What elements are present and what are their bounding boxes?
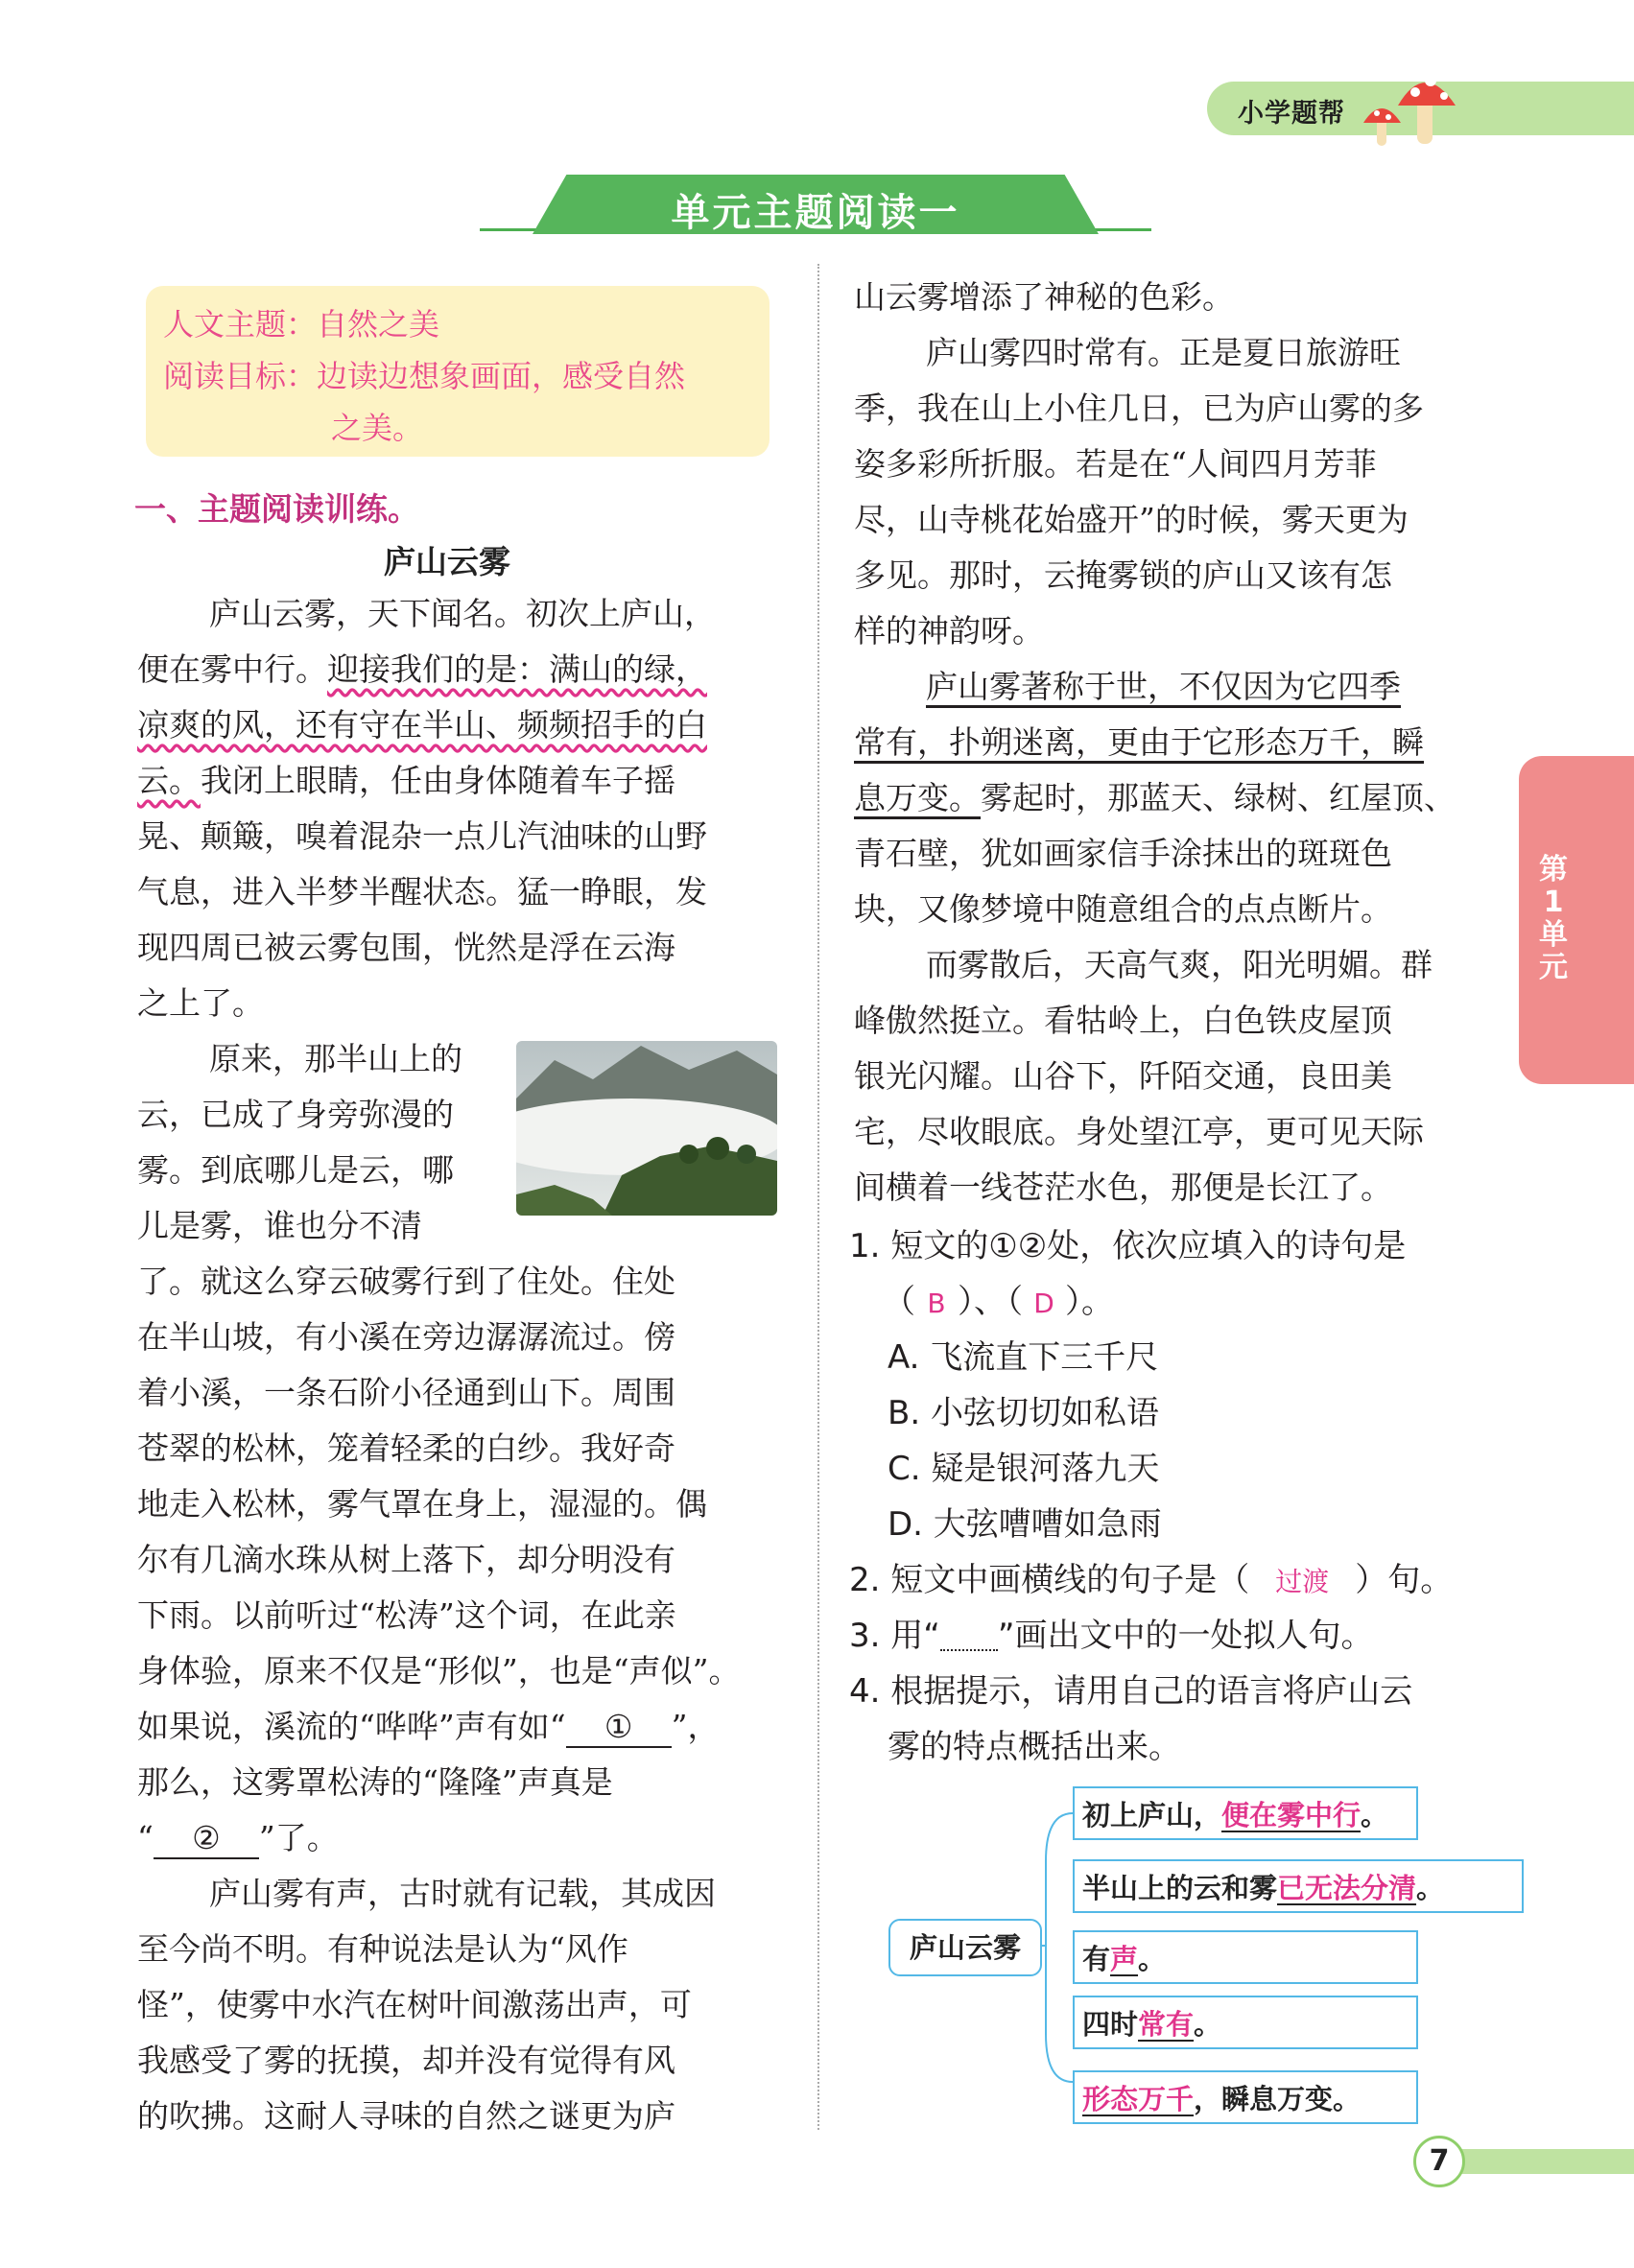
text-line: 在半山坡，有小溪在旁边潺潺流过。傍 (137, 1318, 675, 1356)
column-divider (817, 264, 819, 2130)
text-line: 那么，这雾罩松涛的“隆隆”声真是 (137, 1763, 613, 1801)
text-line: 苍翠的松林，笼着轻柔的白纱。我好奇 (137, 1429, 675, 1467)
text-line: 庐山雾四时常有。正是夏日旅游旺 (926, 334, 1401, 371)
text-line: 我感受了雾的抚摸，却并没有觉得有风 (137, 2042, 675, 2079)
text-line: 姿多彩所折服。若是在“人间四月芳菲 (854, 445, 1377, 483)
text-line: 凉爽的风，还有守在半山、频频招手的白 (137, 706, 707, 744)
text-line: 尔有几滴水珠从树上落下，却分明没有 (137, 1541, 675, 1578)
text-line: 样的神韵呀。 (854, 612, 1044, 650)
text-line: 息万变。雾起时，那蓝天、绿树、红屋顶、 (854, 779, 1456, 816)
text-line: 山云雾增添了神秘的色彩。 (854, 278, 1234, 316)
text-line: 着小溪，一条石阶小径通到山下。周围 (137, 1374, 675, 1411)
mindmap-branch: 有声。 (1073, 1930, 1418, 1984)
text-line: 地走入松林，雾气罩在身上，湿湿的。偶 (137, 1485, 707, 1523)
text-line: “ ② ”了。 (137, 1819, 339, 1859)
text-line: 青石壁，犹如画家信手涂抹出的斑斑色 (854, 835, 1392, 872)
theme-line-2: 阅读目标：边读边想象画面，感受自然 (163, 358, 686, 394)
article-title: 庐山云雾 (384, 543, 510, 580)
blank-2: ② (154, 1819, 259, 1859)
text-line: 峰傲然挺立。看牯岭上，白色铁皮屋顶 (854, 1002, 1392, 1039)
text-line: 云。我闭上眼睛，任由身体随着车子摇 (137, 762, 675, 799)
text-line: 下雨。以前听过“松涛”这个词，在此亲 (137, 1596, 676, 1634)
text-line: 的吹拂。这耐人寻味的自然之谜更为庐 (137, 2097, 675, 2135)
text-line: 庐山云雾，天下闻名。初次上庐山， (209, 595, 716, 632)
text-line: 庐山雾有声，古时就有记载，其成因 (209, 1875, 716, 1912)
text-line: 了。就这么穿云破雾行到了住处。住处 (137, 1263, 675, 1300)
text-line: 云，已成了身旁弥漫的 (137, 1096, 454, 1133)
mindmap-branch: 四时常有。 (1073, 1996, 1418, 2049)
option-c: C. 疑是银河落九天 (888, 1450, 1160, 1488)
question-1: 1. 短文的①②处，依次应填入的诗句是 (849, 1227, 1407, 1265)
option-a: A. 飞流直下三千尺 (888, 1338, 1159, 1377)
unit-tab-label: 第 1 单 元 (1539, 853, 1568, 984)
blank-1: ① (566, 1708, 672, 1748)
question-1-answer: （ B ）、（ D ）。 (883, 1282, 1114, 1324)
text-line: 儿是雾，谁也分不清 (137, 1207, 422, 1244)
option-d: D. 大弦嘈嘈如急雨 (888, 1505, 1162, 1544)
answer-transition: 过渡 (1275, 1566, 1330, 1597)
question-4: 4. 根据提示，请用自己的语言将庐山云 (849, 1672, 1413, 1711)
text-line: 原来，那半山上的 (209, 1040, 462, 1077)
option-b: B. 小弦切切如私语 (888, 1394, 1159, 1432)
text-line: 气息，进入半梦半醒状态。猛一睁眼，发 (137, 873, 707, 910)
text-line: 而雾散后，天高气爽，阳光明媚。群 (926, 946, 1433, 983)
question-3: 3. 用“ ”画出文中的一处拟人句。 (849, 1617, 1374, 1655)
question-4-cont: 雾的特点概括出来。 (888, 1728, 1181, 1766)
text-line: 银光闪耀。山谷下，阡陌交通，良田美 (854, 1057, 1392, 1095)
mindmap-branch: 初上庐山，便在雾中行。 (1073, 1786, 1418, 1840)
page-number: 7 (1413, 2136, 1465, 2187)
text-line: 之上了。 (137, 984, 264, 1022)
mindmap-root: 庐山云雾 (888, 1919, 1042, 1976)
mindmap-branch: 形态万千，瞬息万变。 (1073, 2070, 1418, 2124)
text-line: 多见。那时，云掩雾锁的庐山又该有怎 (854, 556, 1392, 594)
text-line: 庐山雾著称于世，不仅因为它四季 (926, 668, 1401, 705)
text-line: 身体验，原来不仅是“形似”，也是“声似”。 (137, 1652, 741, 1689)
answer-1: B (927, 1288, 946, 1319)
page-number-bar (1444, 2149, 1634, 2174)
brand-label: 小学题帮 (1238, 99, 1345, 129)
theme-line-3: 之美。 (331, 410, 424, 446)
text-line: 间横着一线苍茫水色，那便是长江了。 (854, 1169, 1392, 1206)
question-2: 2. 短文中画横线的句子是（ 过渡 ）句。 (849, 1560, 1453, 1602)
text-line: 现四周已被云雾包围，恍然是浮在云海 (137, 929, 675, 966)
theme-line-1: 人文主题：自然之美 (163, 306, 440, 343)
text-line: 怪”，使雾中水汽在树叶间激荡出声，可 (137, 1986, 692, 2023)
text-line: 宅，尽收眼底。身处望江亭，更可见天际 (854, 1113, 1424, 1150)
text-line: 晃、颠簸，嗅着混杂一点儿汽油味的山野 (137, 817, 707, 855)
mountain-fog-photo (516, 1041, 777, 1216)
answer-2: D (1033, 1288, 1054, 1319)
section-title: 一、主题阅读训练。 (134, 490, 419, 528)
text-line: 块，又像梦境中随意组合的点点断片。 (854, 890, 1392, 928)
page-title: 单元主题阅读一 (671, 191, 960, 235)
text-line: 至今尚不明。有种说法是认为“风作 (137, 1930, 628, 1968)
mushroom-icon (1348, 58, 1463, 154)
text-line: 雾。到底哪儿是云，哪 (137, 1151, 454, 1189)
text-line: 常有，扑朔迷离，更由于它形态万千，瞬 (854, 723, 1424, 761)
text-line: 尽，山寺桃花始盛开”的时候，雾天更为 (854, 501, 1409, 538)
text-line: 季，我在山上小住几日，已为庐山雾的多 (854, 390, 1424, 427)
text-line: 便在雾中行。迎接我们的是：满山的绿， (137, 650, 707, 688)
wavy-line-mark (940, 1624, 998, 1651)
text-line: 如果说，溪流的“哗哗”声有如“ ① ”， (137, 1708, 720, 1748)
mindmap-connector (1036, 1804, 1075, 2091)
mindmap-branch: 半山上的云和雾已无法分清。 (1073, 1859, 1524, 1913)
